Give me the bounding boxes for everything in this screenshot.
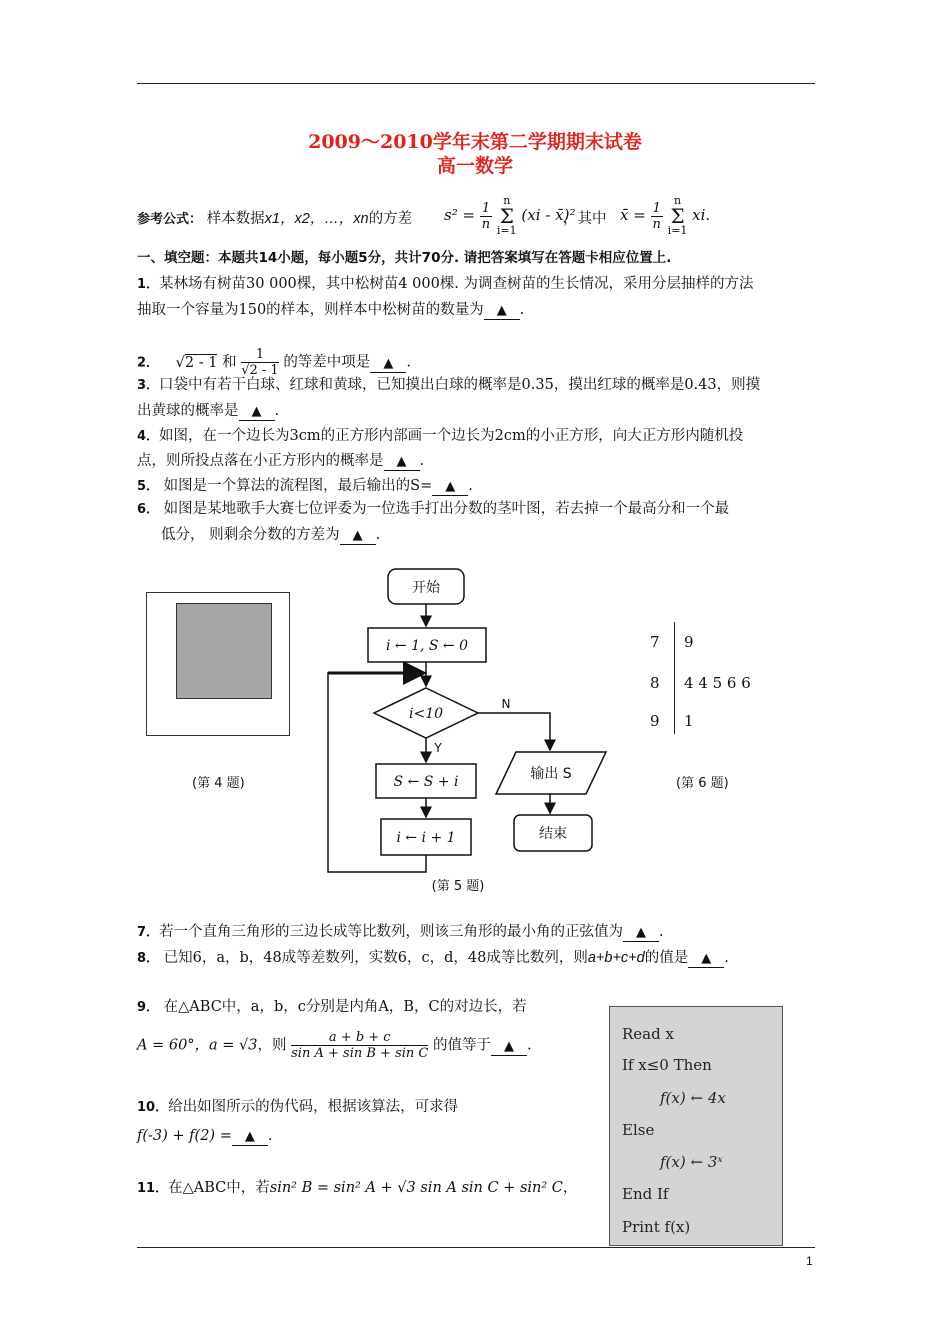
q1-answer-blank: ▲ bbox=[484, 303, 520, 320]
q11-text-c: ， bbox=[562, 1180, 578, 1196]
q8-expr: a+b+c+d bbox=[587, 950, 645, 966]
stemleaf-divider bbox=[674, 622, 675, 734]
q3-answer-blank: ▲ bbox=[239, 404, 275, 421]
q6-line-b: 低分， 则剩余分数的方差为 ▲ . bbox=[161, 527, 381, 543]
q6-text-b: 低分， 则剩余分数的方差为 bbox=[161, 527, 340, 543]
fig5-caption: (第 5 题) bbox=[431, 879, 485, 894]
q1-line-b: 抽取一个容量为150的样本，则样本中松树苗的数量为 ▲ . bbox=[137, 302, 525, 318]
q5-line: 5． 如图是一个算法的流程图，最后输出的S= ▲ . bbox=[137, 478, 473, 494]
q5-answer-blank: ▲ bbox=[432, 479, 468, 496]
q9-text-d: 的值等于 bbox=[432, 1037, 491, 1054]
q10-text-a: 给出如图所示的伪代码，根据该算法，可求得 bbox=[168, 1099, 459, 1115]
stem-7: 7 bbox=[650, 633, 660, 651]
page-number: 1 bbox=[806, 1254, 813, 1268]
q9-frac-den: sin A + sin B + sin C bbox=[291, 1046, 429, 1061]
q11-text-a: 在△ABC中，若 bbox=[168, 1180, 270, 1196]
fig6-caption: (第 6 题) bbox=[676, 776, 729, 791]
q3-line-b: 出黄球的概率是 ▲ . bbox=[137, 403, 280, 419]
q9-text-c: ，则 bbox=[257, 1037, 287, 1054]
flow-end-label: 结束 bbox=[539, 826, 567, 842]
formula-text-b: 的方差 bbox=[368, 211, 413, 227]
exam-subtitle: 高一数学 bbox=[436, 155, 513, 177]
q8-text-a: 已知6，a，b，48成等差数列，实数6，c，d，48成等比数列，则 bbox=[163, 950, 588, 966]
code-line-endif: End If bbox=[622, 1185, 669, 1203]
mean-lhs: x̄ = bbox=[620, 206, 646, 224]
q5-text: 如图是一个算法的流程图，最后输出的S= bbox=[163, 478, 433, 494]
formula-text-a: 样本数据 bbox=[206, 211, 265, 227]
formula-vars: x1，x2，…，xn bbox=[264, 211, 369, 227]
code-line-print: Print f(x) bbox=[622, 1218, 691, 1236]
q4-text-a: 如图，在一个边长为3cm的正方形内部画一个边长为2cm的小正方形，向大正方形内随机投 bbox=[159, 428, 744, 444]
stemleaf-row bbox=[650, 632, 694, 652]
formula-label: 参考公式： bbox=[137, 211, 203, 226]
q8-text-c: 的值是 bbox=[644, 950, 689, 966]
stem-9: 9 bbox=[650, 712, 660, 730]
code-line-else-assign: f(x) ← 3ˣ bbox=[660, 1153, 723, 1171]
variance-sum: (xi - x̄)² bbox=[521, 206, 576, 224]
mean-sum: xi. bbox=[692, 206, 711, 224]
formula-line bbox=[137, 209, 412, 229]
q10-equals: = bbox=[219, 1128, 232, 1144]
flow-cond-label: i<10 bbox=[408, 706, 444, 722]
q4-line-a: 4．如图，在一个边长为3cm的正方形内部画一个边长为2cm的小正方形，向大正方形内随机投 bbox=[137, 428, 744, 444]
flow-output-label: 输出 S bbox=[530, 766, 572, 782]
fig4-caption: (第 4 题) bbox=[192, 776, 245, 791]
flow-body1-label: S ← S + i bbox=[393, 774, 459, 790]
q2-line: 2． √2 - 1 和 $\frac{1}{√2 - 1}$ 的等差中项是 ▲ . bbox=[137, 347, 411, 378]
q6-line-a: 6． 如图是某地歌手大赛七位评委为一位选手打出分数的茎叶图，若去掉一个最高分和一个最 bbox=[137, 501, 730, 517]
q10-line-b: f(-3) + f(2) = ▲ . bbox=[137, 1128, 273, 1144]
q2-answer-blank: ▲ bbox=[370, 356, 406, 373]
flow-init-label: i ← 1, S ← 0 bbox=[385, 638, 469, 654]
section-heading: 一、填空题：本题共14小题，每小题5分，共计70分. 请把答案填写在答题卡相应位置上. bbox=[137, 250, 672, 266]
q9-frac-num: a + b + c bbox=[291, 1030, 428, 1046]
q9-text-a: 在△ABC中，a，b，c分别是内角A，B，C的对边长，若 bbox=[163, 999, 527, 1015]
q7-text: 若一个直角三角形的三边长成等比数列，则该三角形的最小角的正弦值为 bbox=[159, 924, 624, 940]
q3-text-a: 口袋中有若干白球、红球和黄球，已知摸出白球的概率是0.35，摸出红球的概率是0.43，则摸 bbox=[159, 377, 761, 393]
code-line-else: Else bbox=[622, 1121, 655, 1139]
q9-line-a: 9． 在△ABC中，a，b，c分别是内角A，B，C的对边长，若 bbox=[137, 999, 527, 1015]
q9-condition: A = 60°，a = √3 bbox=[137, 1037, 258, 1054]
q10-line-a: 10．给出如图所示的伪代码，根据该算法，可求得 bbox=[137, 1099, 459, 1115]
q8-answer-blank: ▲ bbox=[688, 951, 724, 968]
flow-start-label: 开始 bbox=[412, 580, 440, 596]
q7-line: 7．若一个直角三角形的三边长成等比数列，则该三角形的最小角的正弦值为 ▲ . bbox=[137, 924, 664, 940]
formula-sep: ，其中 bbox=[563, 211, 607, 227]
stem-8: 8 bbox=[650, 674, 660, 692]
q7-answer-blank: ▲ bbox=[623, 925, 659, 942]
variance-lhs: s² = bbox=[444, 206, 476, 224]
q3-text-b: 出黄球的概率是 bbox=[137, 403, 239, 419]
variance-formula: s² = $\frac{1}{n}$ n Σ i=1 (xi - x̄)² bbox=[444, 194, 576, 237]
code-line-if: If x≤0 Then bbox=[622, 1056, 712, 1074]
q6-text-a: 如图是某地歌手大赛七位评委为一位选手打出分数的茎叶图，若去掉一个最高分和一个最 bbox=[163, 501, 730, 517]
q3-line-a: 3．口袋中有若干白球、红球和黄球，已知摸出白球的概率是0.35，摸出红球的概率是0.43，则摸 bbox=[137, 377, 761, 393]
flow-no-label: N bbox=[501, 697, 511, 711]
mean-formula: x̄ = $\frac{1}{n}$ n Σ i=1 xi. bbox=[620, 194, 711, 237]
stemleaf-row bbox=[650, 673, 751, 693]
q9-line-b: A = 60°，a = √3，则 $\frac{a + b + c}{\text{sin A + sin B + sin C}}$ 的值等于 ▲ . bbox=[137, 1030, 532, 1061]
q2-text-a: 和 bbox=[222, 354, 237, 371]
leaves-8: 4 4 5 6 6 bbox=[684, 674, 751, 692]
code-line-read: Read x bbox=[622, 1025, 674, 1043]
flowchart bbox=[320, 560, 620, 900]
pseudocode-box bbox=[609, 1006, 783, 1246]
code-line-then-assign: f(x) ← 4x bbox=[660, 1089, 726, 1107]
exam-title: 2009～2010学年末第二学期期末试卷 bbox=[308, 131, 642, 153]
q4-text-b: 点，则所投点落在小正方形内的概率是 bbox=[137, 453, 384, 469]
q9-answer-blank: ▲ bbox=[491, 1039, 527, 1056]
flow-yes-label: Y bbox=[434, 741, 442, 755]
q10-answer-blank: ▲ bbox=[232, 1129, 268, 1146]
q10-expr: f(-3) + f(2) bbox=[137, 1128, 216, 1144]
leaves-9: 1 bbox=[684, 712, 694, 730]
q2-text-b: 的等差中项是 bbox=[283, 354, 371, 371]
q6-answer-blank: ▲ bbox=[340, 528, 376, 545]
q4-line-b: 点，则所投点落在小正方形内的概率是 ▲ . bbox=[137, 453, 425, 469]
q1-line-a: 1．某林场有树苗30 000棵，其中松树苗4 000棵. 为调查树苗的生长情况，采用分层抽样的方法 bbox=[137, 276, 754, 292]
footer-rule bbox=[137, 1247, 815, 1248]
q1-text-b: 抽取一个容量为150的样本，则样本中松树苗的数量为 bbox=[137, 302, 484, 318]
q11-line: 11．在△ABC中，若sin² B = sin² A + √3 sin A sin C + sin² C， bbox=[137, 1180, 578, 1196]
q11-equation: sin² B = sin² A + √3 sin A sin C + sin² C bbox=[269, 1180, 563, 1196]
q8-line: 8． 已知6，a，b，48成等差数列，实数6，c，d，48成等比数列，则a+b+c+d的值是 ▲ . bbox=[137, 950, 729, 966]
stemleaf-row bbox=[650, 711, 694, 731]
flow-body2-label: i ← i + 1 bbox=[396, 830, 456, 846]
leaves-7: 9 bbox=[684, 633, 694, 651]
q4-answer-blank: ▲ bbox=[384, 454, 420, 471]
header-rule bbox=[137, 83, 815, 84]
fig4-inner-square bbox=[176, 603, 272, 699]
q1-text-a: 某林场有树苗30 000棵，其中松树苗4 000棵. 为调查树苗的生长情况，采用分层抽样的方法 bbox=[159, 276, 754, 292]
